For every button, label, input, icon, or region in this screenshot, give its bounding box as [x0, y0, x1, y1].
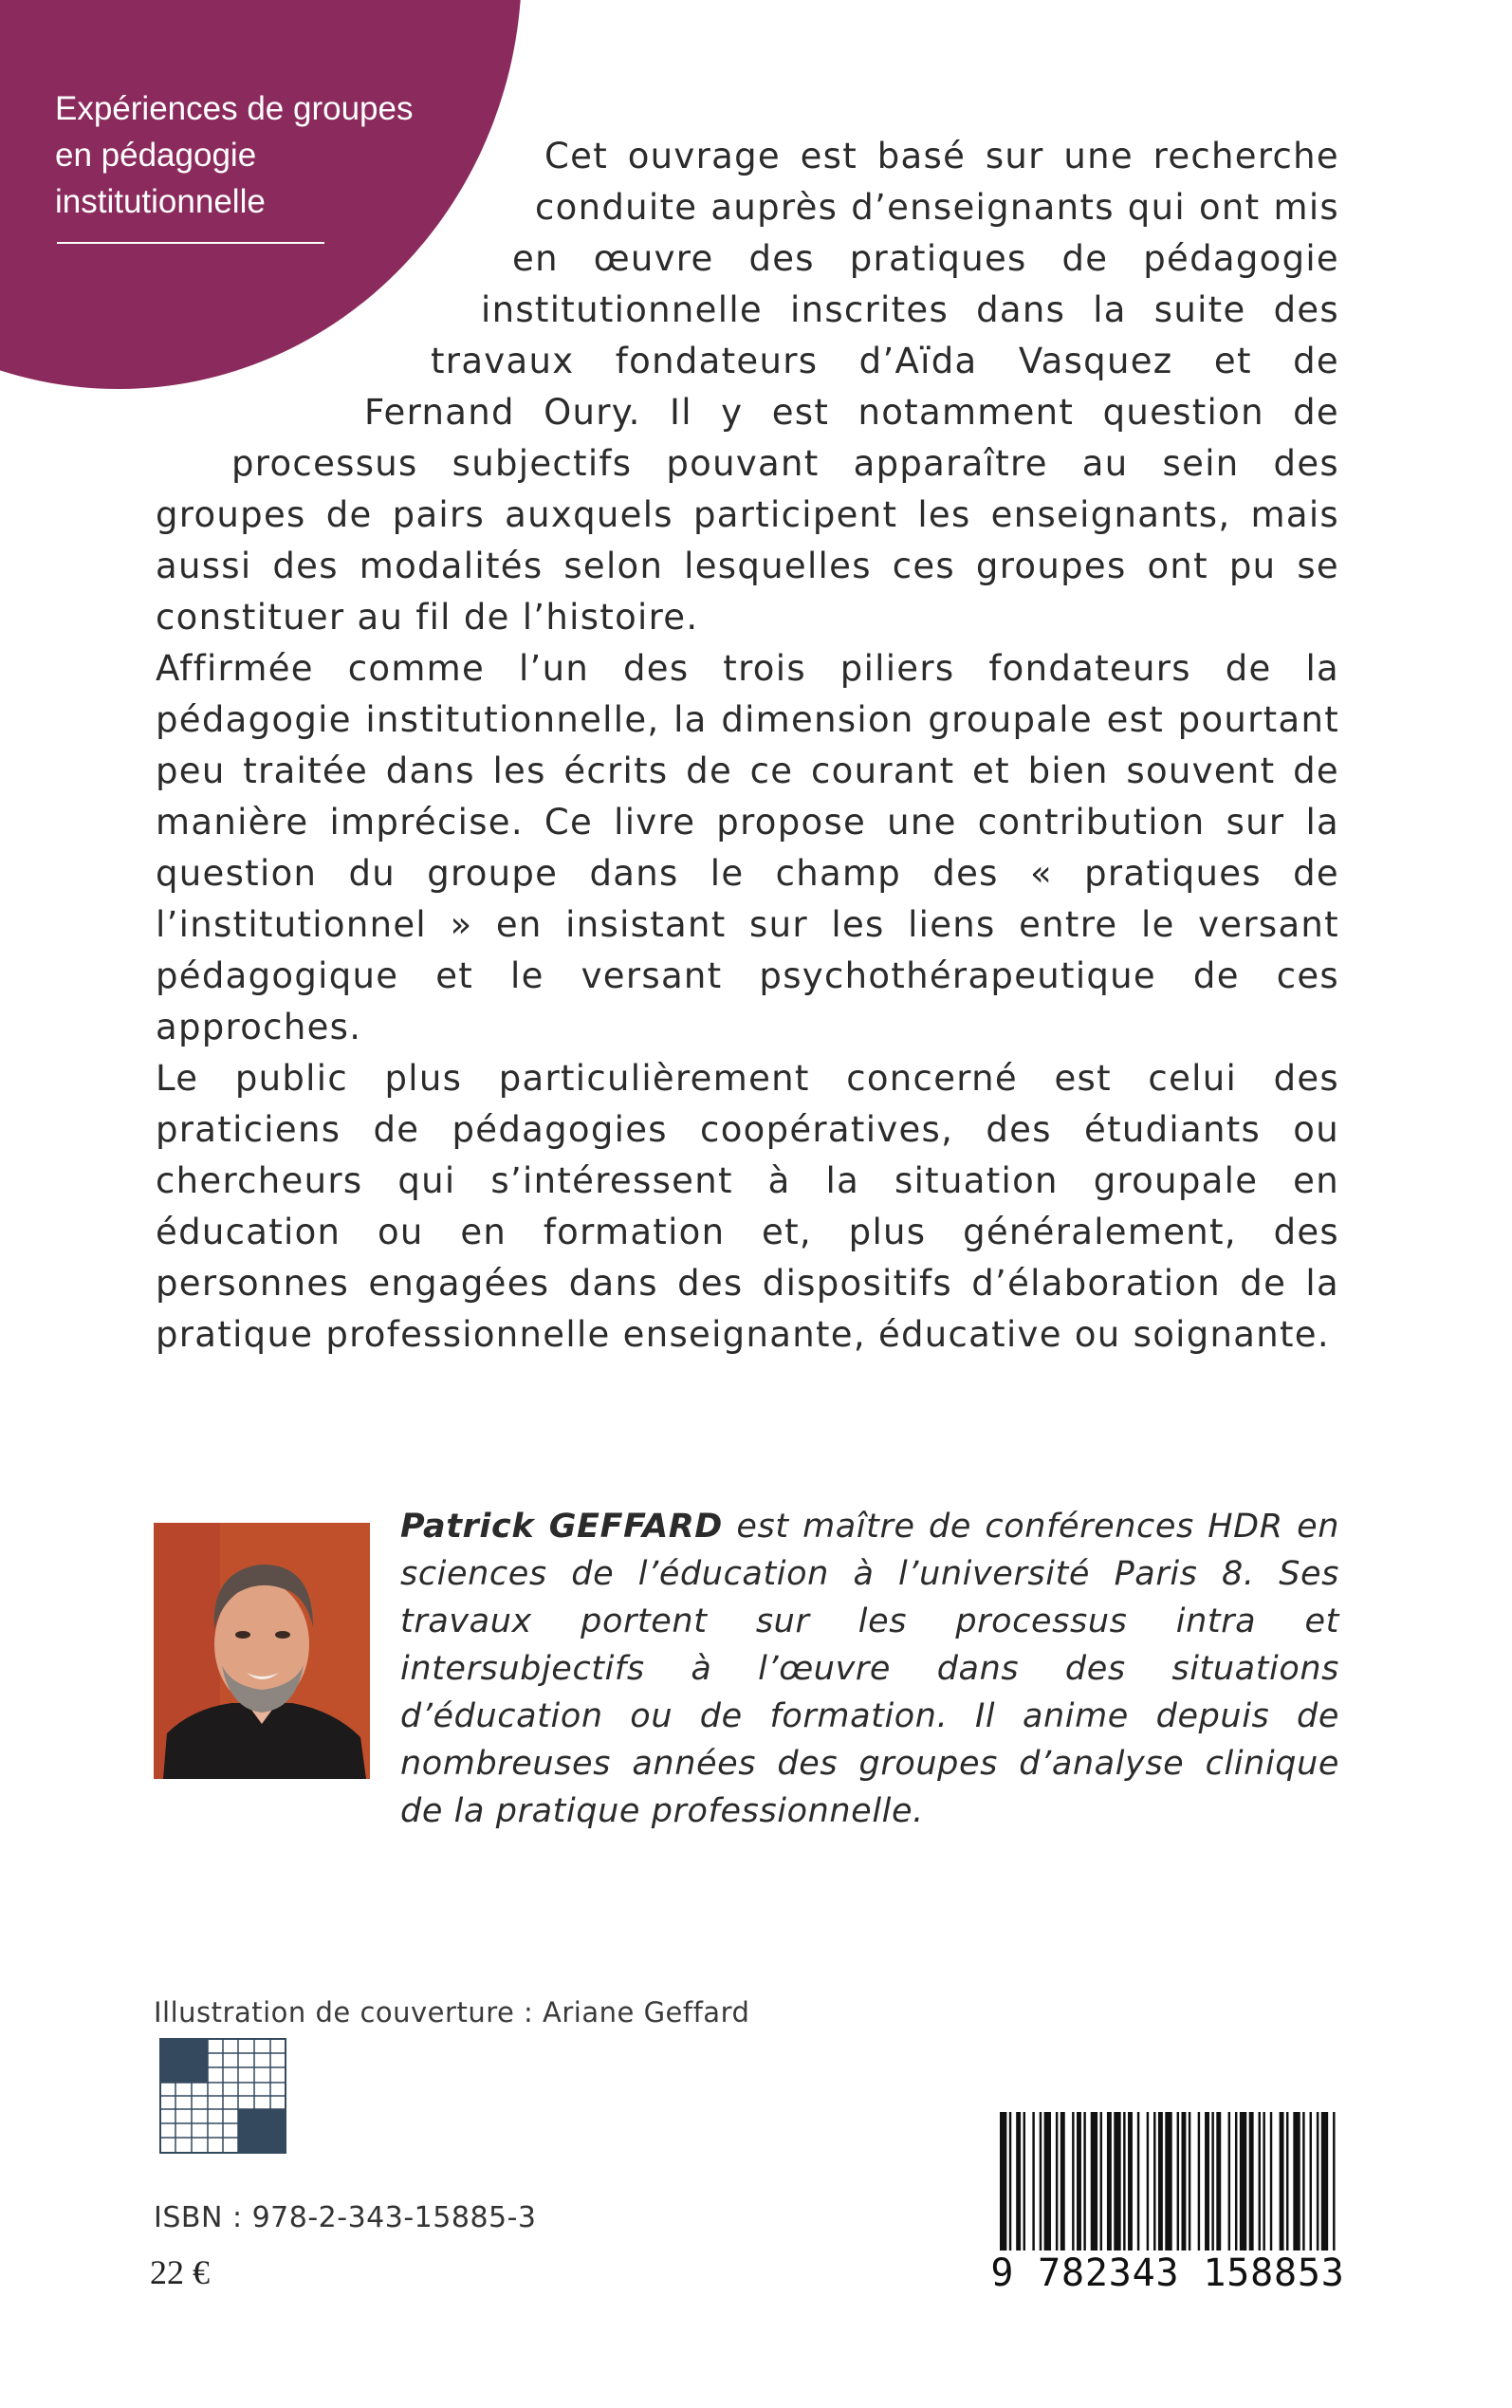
barcode-digits: 9 782343 158853: [990, 2251, 1345, 2295]
back-cover-blurb: [156, 131, 1339, 1361]
barcode-bar: [1270, 2112, 1272, 2264]
barcode-bar: [1240, 2112, 1246, 2264]
author-portrait-drawing: [154, 1523, 370, 1779]
barcode-bar: [1333, 2112, 1335, 2264]
blurb-paragraph: Le public plus particulièrement concerné est celui des praticiens de pédagogies coopératives, des étudiants ou chercheurs qui s’intéressent à la situation groupale en éducation ou en formation et, plus généralement, des personnes engagées dans des dispositifs d’élaboration de la pratique professionnelle enseignante, éducative ou soignante.: [156, 1058, 1339, 1355]
barcode-bar: [1158, 2112, 1163, 2264]
barcode-bar: [1263, 2112, 1264, 2264]
barcode-bar: [1177, 2112, 1179, 2264]
publisher-logo-icon: [159, 2038, 286, 2154]
barcode-bar: [1211, 2112, 1213, 2264]
barcode-bar: [1077, 2112, 1081, 2264]
barcode-bar: [1216, 2112, 1221, 2264]
barcode-bar: [1321, 2112, 1328, 2264]
text-wrap-spacer: [156, 387, 364, 438]
barcode-bar: [1016, 2112, 1021, 2264]
barcode-bar: [1137, 2112, 1139, 2264]
barcode-bar: [1153, 2112, 1155, 2264]
barcode-bar: [1147, 2112, 1149, 2264]
barcode-bar: [1286, 2112, 1288, 2264]
series-line: en pédagogie: [55, 137, 257, 174]
blurb-paragraph: Affirmée comme l’un des trois piliers fondateurs de la pédagogie institutionnelle, la dimension groupale est pourtant peu traitée dans les écrits de ce courant et bien souvent de manière imprécise. Ce livre propose une contribution sur la question du groupe dans le champ des « pratiques de l’institutionnel » en insistant sur les liens entre le versant pédagogique et le versant psychothérapeutique de ces approches.: [156, 648, 1339, 1047]
barcode-bar: [1317, 2112, 1318, 2264]
barcode-bar: [1280, 2112, 1284, 2264]
text-wrap-spacer: [156, 233, 512, 285]
barcode-bar: [1107, 2112, 1112, 2264]
series-line: Expériences de groupes: [55, 90, 414, 127]
barcode-bar: [1235, 2112, 1237, 2264]
blurb-paragraph: Cet ouvrage est basé sur une recherche conduite auprès d’enseignants qui ont mis en œuvre des pratiques de pédagogie institutionnelle inscrites dans la suite des travaux fondateurs d’Aïda Vasquez et de Fernand Oury. Il y est notamment question de processus subjectifs pouvant apparaître au sein des groupes de pairs auxquels participent les enseignants, mais aussi des modalités selon lesquelles ces groupes ont pu se constituer au fil de l’histoire.: [156, 136, 1339, 638]
barcode-bar: [1100, 2112, 1102, 2264]
text-wrap-spacer: [156, 131, 544, 182]
barcode-bar: [1302, 2112, 1304, 2264]
price: 22 €: [150, 2253, 210, 2291]
barcode-bar: [1249, 2112, 1254, 2264]
barcode-bar: [1228, 2112, 1230, 2264]
barcode-bar: [1044, 2112, 1051, 2264]
author-photo: [154, 1523, 370, 1779]
barcode-bar: [1259, 2112, 1261, 2264]
series-line: institutionnelle: [55, 183, 266, 220]
barcode-bar: [1091, 2112, 1097, 2264]
barcode-bar: [1114, 2112, 1120, 2264]
barcode-bar: [1182, 2112, 1187, 2264]
barcode-bar: [1205, 2112, 1209, 2264]
barcode-bar: [1000, 2112, 1006, 2264]
cover-credit: Illustration de couverture : Ariane Geffard: [154, 1996, 750, 2028]
barcode-bar: [1165, 2112, 1171, 2264]
author-name: Patrick GEFFARD: [400, 1508, 723, 1546]
barcode-bar: [1060, 2112, 1065, 2264]
isbn: ISBN : 978-2-343-15885-3: [154, 2201, 537, 2234]
barcode-icon: [998, 2112, 1339, 2264]
text-wrap-spacer: [156, 182, 535, 233]
barcode-bar: [1056, 2112, 1058, 2264]
author-bio: [400, 1503, 1339, 1835]
barcode-bar: [1009, 2112, 1011, 2264]
barcode-bar: [1072, 2112, 1074, 2264]
barcode-bar: [1123, 2112, 1125, 2264]
barcode-bar: [1040, 2112, 1042, 2264]
barcode-bar: [1023, 2112, 1025, 2264]
barcode-bar: [1293, 2112, 1300, 2264]
barcode-bar: [1189, 2112, 1190, 2264]
author-bio-text: est maître de conférences HDR en sciences de l’éducation à l’université Paris 8. Ses travaux portent sur les processus intra et intersubjectifs à l’œuvre dans des situations d’éducation ou de formation. Il anime depuis de nombreuses années des groupes d’analyse clinique de la pratique professionnelle.: [400, 1508, 1339, 1830]
barcode-bar: [1310, 2112, 1312, 2264]
barcode-bar: [1032, 2112, 1034, 2264]
barcode-bar: [1128, 2112, 1133, 2264]
barcode-bar: [1198, 2112, 1200, 2264]
text-wrap-spacer: [156, 336, 431, 387]
text-wrap-spacer: [156, 438, 231, 490]
text-wrap-spacer: [156, 285, 481, 336]
barcode-bar: [1083, 2112, 1085, 2264]
